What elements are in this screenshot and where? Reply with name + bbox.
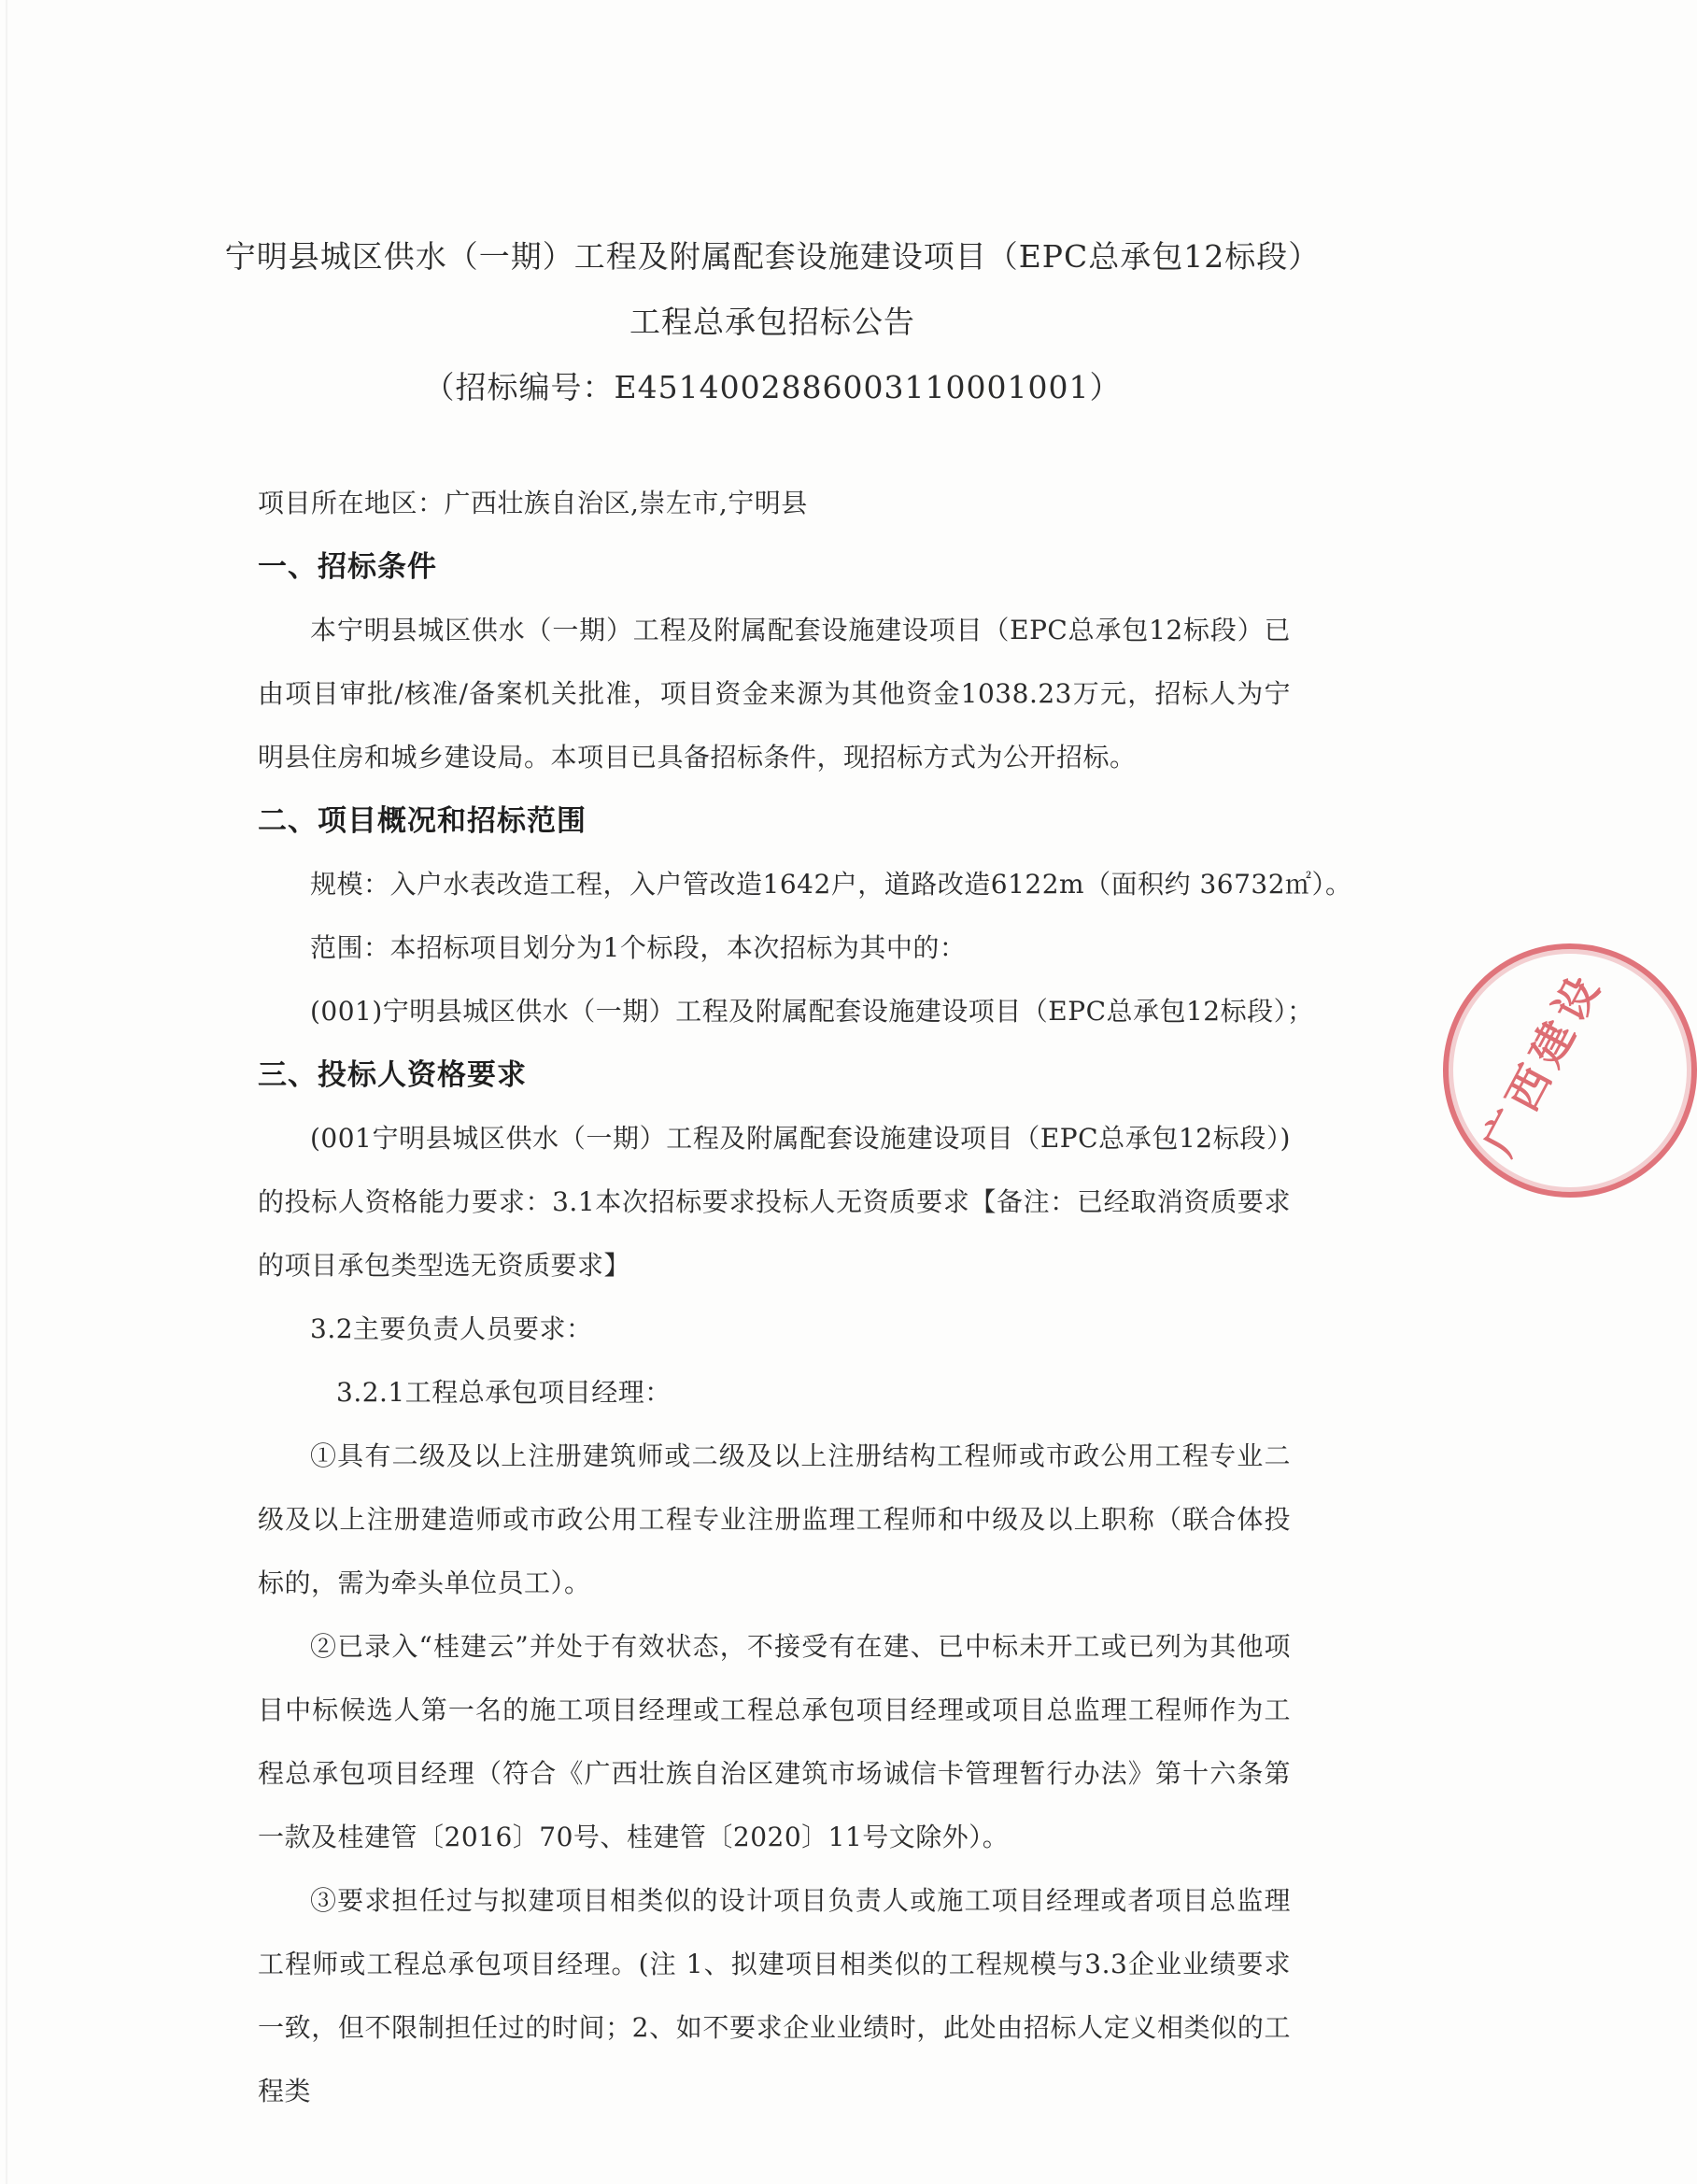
title-line-3: （招标编号：E4514002886003110001001） bbox=[423, 369, 1122, 405]
section-1-heading: 一、招标条件 bbox=[258, 550, 437, 584]
requirement-3: ③要求担任过与拟建项目相类似的设计项目负责人或施工项目经理或者项目总监理工程师或工程总承包项目经理。(注 1、拟建项目相类似的工程规模与3.3企业业绩要求一致，但不限制担任过的时间；2、如不要求企业业绩时，此处由招标人定义相类似的工程类 bbox=[258, 1885, 1291, 2106]
section-3-2: 3.2主要负责人员要求： bbox=[310, 1313, 593, 1344]
section-1-paragraph: 本宁明县城区供水（一期）工程及附属配套设施建设项目（EPC总承包12标段）已由项目审批/核准/备案机关批准，项目资金来源为其他资金1038.23万元，招标人为宁明县住房和城乡建设局。本项目已具备招标条件，现招标方式为公开招标。 bbox=[258, 615, 1291, 773]
title-line-1: 宁明县城区供水（一期）工程及附属配套设施建设项目（EPC总承包12标段） bbox=[224, 238, 1321, 275]
seal-text: 广西建设 bbox=[1472, 961, 1613, 1164]
title-block bbox=[187, 224, 1358, 420]
section-3-2-1: 3.2.1工程总承包项目经理： bbox=[336, 1377, 672, 1408]
title-line-2: 工程总承包招标公告 bbox=[629, 304, 915, 340]
requirement-1: ①具有二级及以上注册建筑师或二级及以上注册结构工程师或市政公用工程专业二级及以上注册建造师或市政公用工程专业注册监理工程师和中级及以上职称（联合体投标的，需为牵头单位员工）。 bbox=[258, 1440, 1291, 1598]
official-seal-stamp bbox=[1443, 943, 1697, 1198]
section-2-item: (001)宁明县城区供水（一期）工程及附属配套设施建设项目（EPC总承包12标段）； bbox=[310, 996, 1314, 1027]
scan-edge bbox=[6, 0, 7, 2184]
section-2-range: 范围：本招标项目划分为1个标段，本次招标为其中的： bbox=[310, 932, 967, 963]
requirement-2: ②已录入“桂建云”并处于有效状态，不接受有在建、已中标未开工或已列为其他项目中标候选人第一名的施工项目经理或工程总承包项目经理或项目总监理工程师作为工程总承包项目经理（符合《广西壮族自治区建筑市场诚信卡管理暂行办法》第十六条第一款及桂建管〔2016〕70号、桂建管〔2020〕11号文除外）。 bbox=[258, 1631, 1291, 1852]
section-3-paragraph: (001宁明县城区供水（一期）工程及附属配套设施建设项目（EPC总承包12标段）)的投标人资格能力要求：3.1本次招标要求投标人无资质要求【备注：已经取消资质要求的项目承包类型选无资质要求】 bbox=[258, 1123, 1291, 1281]
section-2-heading: 二、项目概况和招标范围 bbox=[258, 804, 587, 838]
document-body bbox=[258, 472, 1352, 2123]
project-location: 项目所在地区：广西壮族自治区,崇左市,宁明县 bbox=[258, 488, 808, 518]
section-3-heading: 三、投标人资格要求 bbox=[258, 1058, 527, 1092]
section-2-scale: 规模：入户水表改造工程，入户管改造1642户，道路改造6122m（面积约 36732㎡）。 bbox=[310, 869, 1352, 900]
